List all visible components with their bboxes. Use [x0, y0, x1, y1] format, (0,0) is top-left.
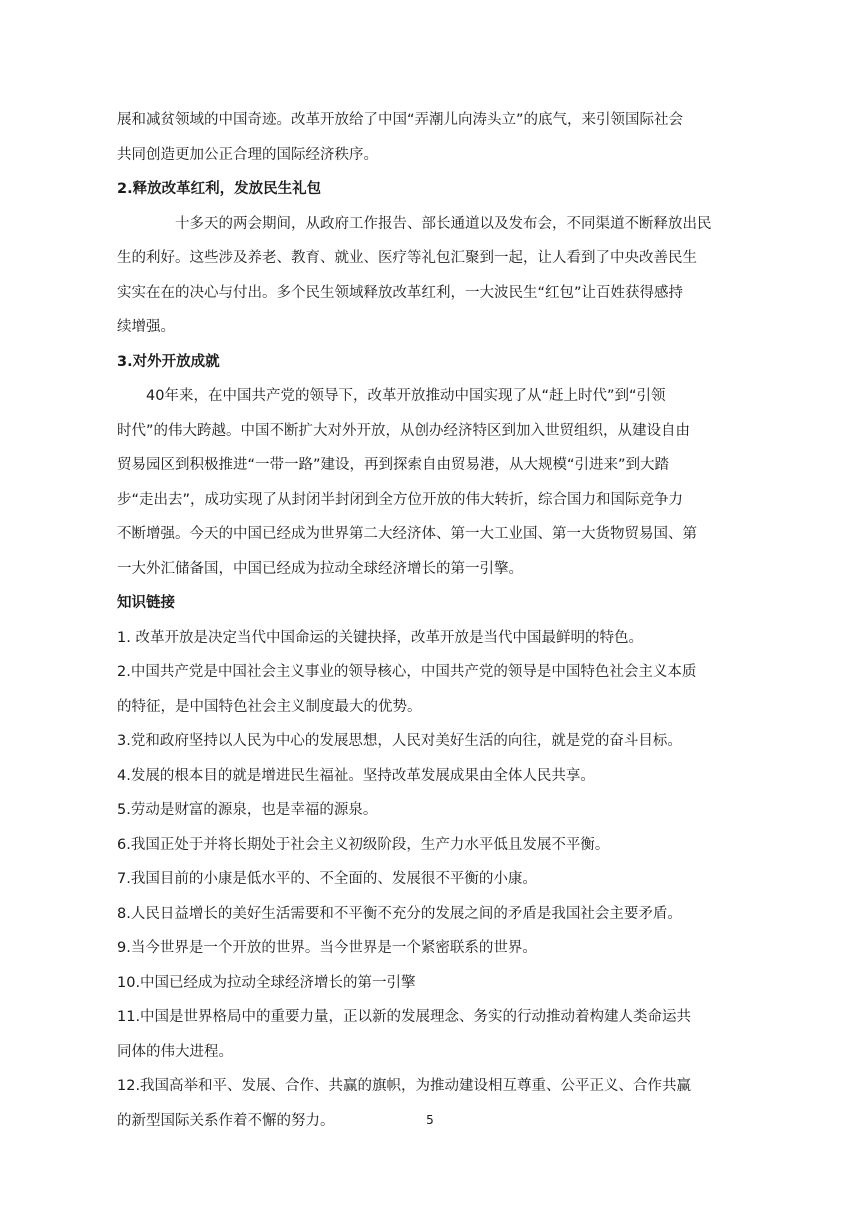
paragraph-line: 步“走出去”，成功实现了从封闭半封闭到全方位开放的伟大转折，综合国力和国际竞争力 [117, 491, 684, 508]
page-number: 5 [426, 1113, 434, 1127]
paragraph-line: 实实在在的决心与付出。多个民生领域释放改革红利，一大波民生“红包”让百姓获得感持 [117, 284, 684, 301]
knowledge-item: 6.我国正处于并将长期处于社会主义初级阶段，生产力水平低且发展不平衡。 [117, 836, 610, 853]
paragraph-line: 贸易园区到积极推进“一带一路”建设，再到探索自由贸易港，从大规模“引进来”到大踏 [117, 457, 670, 473]
knowledge-item: 1. 改革开放是决定当代中国命运的关键抉择，改革开放是当代中国最鲜明的特色。 [117, 629, 643, 646]
paragraph-line: 展和减贫领域的中国奇迹。改革开放给了中国“弄潮儿向涛头立”的底气，来引领国际社会 [117, 112, 684, 128]
knowledge-item: 12.我国高举和平、发展、合作、共赢的旗帜，为推动建设相互尊重、公平正义、合作共赢 [117, 1078, 692, 1094]
paragraph-line: 不断增强。今天的中国已经成为世界第二大经济体、第一大工业国、第一大货物贸易国、第 [117, 526, 697, 542]
paragraph-line: 生的利好。这些涉及养老、教育、就业、医疗等礼包汇聚到一起，让人看到了中央改善民生 [117, 250, 697, 266]
document-page [117, 103, 745, 1138]
knowledge-item: 11.中国是世界格局中的重要力量，正以新的发展理念、务实的行动推动着构建人类命运共 [117, 1009, 692, 1025]
knowledge-item: 4.发展的根本目的就是增进民生福祉。坚持改革发展成果由全体人民共享。 [117, 767, 595, 784]
knowledge-item: 8.人民日益增长的美好生活需要和不平衡不充分的发展之间的矛盾是我国社会主要矛盾。 [117, 905, 682, 922]
knowledge-item: 9.当今世界是一个开放的世界。当今世界是一个紧密联系的世界。 [117, 940, 537, 956]
knowledge-item: 的特征，是中国特色社会主义制度最大的优势。 [117, 698, 422, 715]
section-heading-2: 2.释放改革红利，发放民生礼包 [117, 181, 322, 197]
paragraph-line: 一大外汇储备国，中国已经成为拉动全球经济增长的第一引擎。 [117, 560, 523, 577]
paragraph-line: 40年来，在中国共产党的领导下，改革开放推动中国实现了从“赶上时代”到“引领 [146, 388, 666, 404]
paragraph-line: 续增强。 [117, 319, 175, 335]
knowledge-item: 的新型国际关系作着不懈的努力。 [117, 1112, 335, 1129]
knowledge-item: 2.中国共产党是中国社会主义事业的领导核心，中国共产党的领导是中国特色社会主义本质 [117, 664, 697, 680]
paragraph-line: 共同创造更加公正合理的国际经济秩序。 [117, 146, 378, 163]
knowledge-item: 10.中国已经成为拉动全球经济增长的第一引擎 [117, 974, 416, 991]
knowledge-heading: 知识链接 [117, 595, 175, 611]
paragraph-line: 时代”的伟大跨越。中国不断扩大对外开放，从创办经济特区到加入世贸组织，从建设自由 [117, 422, 691, 439]
knowledge-item: 7.我国目前的小康是低水平的、不全面的、发展很不平衡的小康。 [117, 871, 537, 887]
paragraph-line: 十多天的两会期间，从政府工作报告、部长通道以及发布会，不同渠道不断释放出民 [175, 215, 712, 232]
section-heading-3: 3.对外开放成就 [117, 353, 220, 370]
knowledge-item: 3.党和政府坚持以人民为中心的发展思想，人民对美好生活的向往，就是党的奋斗目标。 [117, 733, 682, 749]
knowledge-item: 5.劳动是财富的源泉，也是幸福的源泉。 [117, 802, 378, 818]
knowledge-item: 同体的伟大进程。 [117, 1043, 233, 1060]
